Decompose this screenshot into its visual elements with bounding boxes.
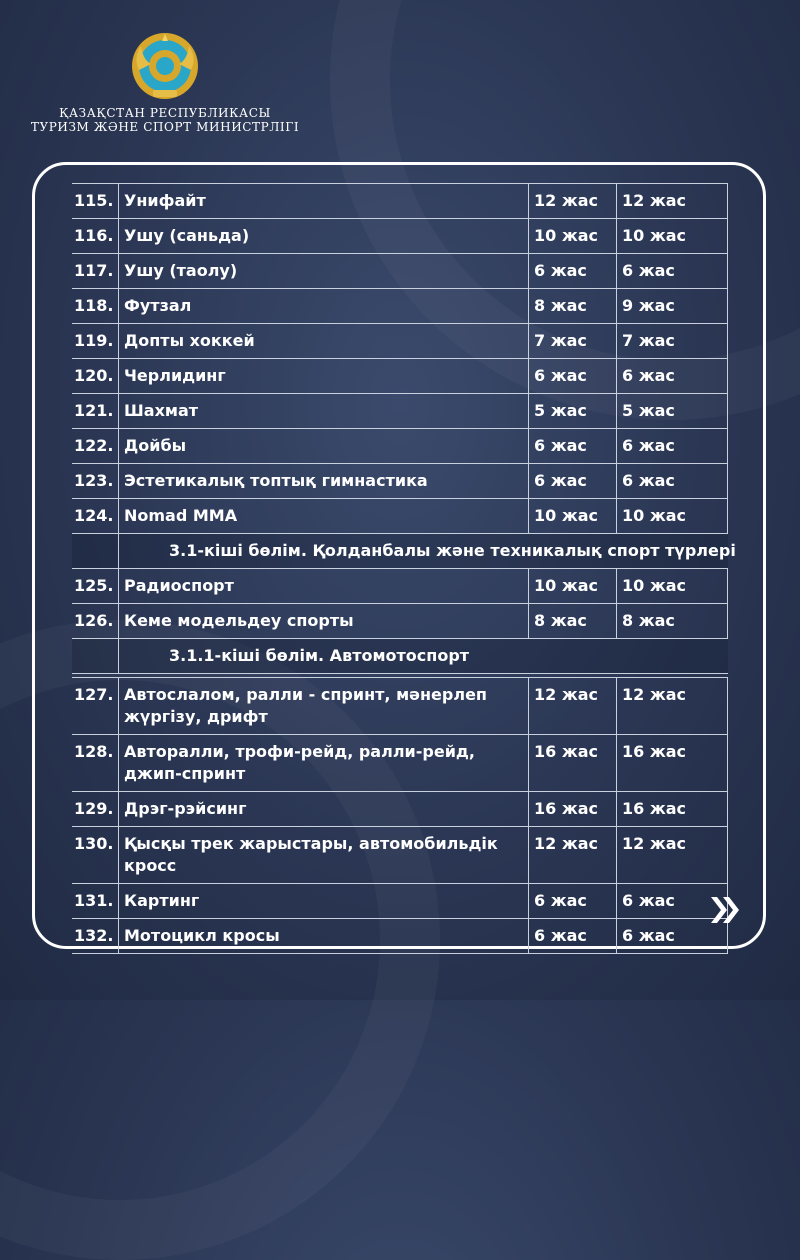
age-value: 16 жас: [616, 735, 728, 791]
row-number-empty: [72, 639, 118, 673]
age-value: 16 жас: [616, 792, 728, 826]
sport-name: Ушу (саньда): [118, 219, 528, 253]
age-value: 8 жас: [528, 289, 616, 323]
age-value: 6 жас: [616, 464, 728, 498]
age-value: 6 жас: [616, 919, 728, 953]
section-title: 3.1.1-кіші бөлім. Автомотоспорт: [118, 639, 728, 673]
section-header-row: [72, 534, 736, 569]
sport-name: Футзал: [118, 289, 528, 323]
row-number: 118.: [74, 296, 114, 315]
sport-name: Дрэг-рэйсинг: [118, 792, 528, 826]
row-number: 124.: [74, 506, 114, 525]
row-number: 116.: [74, 226, 114, 245]
sport-name: Шахмат: [118, 394, 528, 428]
sport-name: Эстетикалық топтық гимнастика: [118, 464, 528, 498]
age-value: 16 жас: [528, 792, 616, 826]
age-value: 6 жас: [616, 359, 728, 393]
row-number: 122.: [74, 436, 114, 455]
sport-name: Дойбы: [118, 429, 528, 463]
age-value: 10 жас: [528, 219, 616, 253]
age-value: 12 жас: [616, 678, 728, 734]
row-number: 119.: [74, 331, 114, 350]
table-row: [72, 464, 728, 499]
row-number: 121.: [74, 401, 114, 420]
row-number: 117.: [74, 261, 114, 280]
table-row: [72, 604, 728, 639]
row-number: 120.: [74, 366, 114, 385]
sport-name: Авторалли, трофи-рейд, ралли-рейд, джип-спринт: [118, 735, 528, 791]
sport-name: Автослалом, ралли - спринт, мәнерлеп жүргізу, дрифт: [118, 678, 528, 734]
age-value: 6 жас: [616, 429, 728, 463]
age-value: 6 жас: [528, 884, 616, 918]
sport-name: Кеме модельдеу спорты: [118, 604, 528, 638]
age-value: 6 жас: [528, 359, 616, 393]
section-header-row: [72, 639, 728, 674]
sport-name: Картинг: [118, 884, 528, 918]
table-row: [72, 183, 728, 219]
table-row: [72, 254, 728, 289]
sport-name: Ушу (таолу): [118, 254, 528, 288]
sport-name: Унифайт: [118, 184, 528, 218]
age-value: 5 жас: [616, 394, 728, 428]
age-value: 12 жас: [528, 827, 616, 883]
age-value: 6 жас: [616, 884, 728, 918]
row-number: 127.: [74, 685, 114, 704]
table-row: [72, 429, 728, 464]
sports-age-table: [72, 183, 736, 954]
age-value: 10 жас: [616, 569, 728, 603]
age-value: 6 жас: [528, 254, 616, 288]
table-row: [72, 678, 728, 735]
sport-name: Допты хоккей: [118, 324, 528, 358]
age-value: 10 жас: [528, 499, 616, 533]
table-row: [72, 394, 728, 429]
row-number: 131.: [74, 891, 114, 910]
age-value: 10 жас: [616, 219, 728, 253]
age-value: 5 жас: [528, 394, 616, 428]
sport-name: Қысқы трек жарыстары, автомобильдік кросс: [118, 827, 528, 883]
age-value: 12 жас: [528, 678, 616, 734]
row-number: 129.: [74, 799, 114, 818]
age-value: 12 жас: [616, 827, 728, 883]
ministry-title-line1: ҚАЗАҚСТАН РЕСПУБЛИКАСЫ: [59, 106, 271, 120]
row-number-empty: [72, 534, 118, 568]
sport-name: Мотоцикл кросы: [118, 919, 528, 953]
age-value: 9 жас: [616, 289, 728, 323]
table-row: [72, 324, 728, 359]
age-value: 12 жас: [528, 184, 616, 218]
age-value: 6 жас: [528, 464, 616, 498]
age-value: 12 жас: [616, 184, 728, 218]
table-row: [72, 827, 728, 884]
row-number: 126.: [74, 611, 114, 630]
age-value: 16 жас: [528, 735, 616, 791]
ministry-header: [0, 30, 330, 134]
table-row: [72, 569, 728, 604]
double-chevron-right-icon[interactable]: [705, 890, 745, 930]
age-value: 6 жас: [528, 919, 616, 953]
sport-name: Радиоспорт: [118, 569, 528, 603]
sport-name: Nomad MMA: [118, 499, 528, 533]
age-value: 10 жас: [616, 499, 728, 533]
ministry-title-line2: ТУРИЗМ ЖӘНЕ СПОРТ МИНИСТРЛІГІ: [30, 120, 300, 134]
age-value: 7 жас: [616, 324, 728, 358]
sport-name: Черлидинг: [118, 359, 528, 393]
row-number: 123.: [74, 471, 114, 490]
age-value: 8 жас: [528, 604, 616, 638]
table-row: [72, 359, 728, 394]
table-row: [72, 919, 728, 954]
row-number: 132.: [74, 926, 114, 945]
row-number: 128.: [74, 742, 114, 761]
age-value: 7 жас: [528, 324, 616, 358]
age-value: 6 жас: [616, 254, 728, 288]
table-row: [72, 735, 728, 792]
table-row: [72, 884, 728, 919]
row-number: 115.: [74, 191, 114, 210]
table-row: [72, 289, 728, 324]
table-row: [72, 219, 728, 254]
age-value: 8 жас: [616, 604, 728, 638]
row-number: 130.: [74, 834, 114, 853]
table-row: [72, 499, 728, 534]
age-value: 6 жас: [528, 429, 616, 463]
state-emblem-icon: [129, 30, 201, 102]
age-value: 10 жас: [528, 569, 616, 603]
section-title: 3.1-кіші бөлім. Қолданбалы және техникалық спорт түрлері: [118, 534, 728, 568]
row-number: 125.: [74, 576, 114, 595]
table-row: [72, 792, 728, 827]
